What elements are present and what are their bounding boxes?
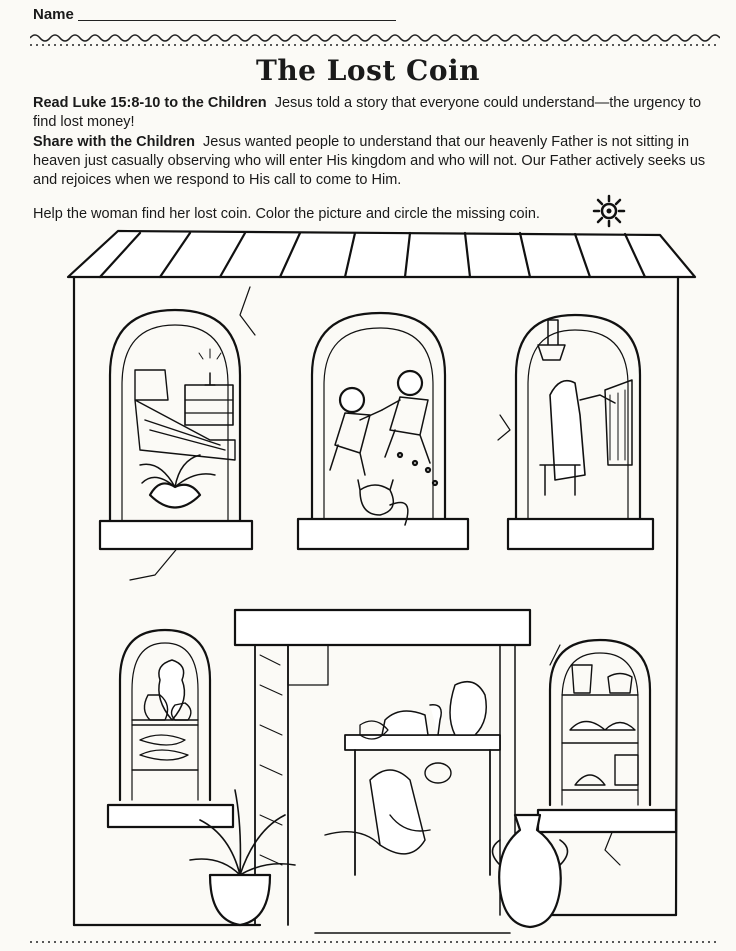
share-section — [33, 133, 713, 190]
name-line[interactable] — [78, 20, 396, 21]
doorway-kitchen — [235, 610, 530, 937]
share-label: Share with the Children — [33, 134, 195, 150]
niche-bread — [538, 640, 676, 832]
bottom-dotted-border — [30, 938, 720, 946]
read-text: Jesus told a story that everyone could understand—the urgency to find lost money! — [33, 95, 702, 130]
window-woman-lamp — [508, 315, 653, 549]
window-children — [298, 313, 468, 549]
instruction-text: Help the woman find her lost coin. Color the picture and circle the missing coin. — [33, 206, 540, 222]
read-label: Read Luke 15:8-10 to the Children — [33, 95, 267, 111]
share-text: Jesus wanted people to understand that our heavenly Father is not sitting in heaven just casually observing who will enter His kingdom and who will not. Our Father actively seeks us and rejoices when we respond to His call to come to Him. — [33, 134, 706, 188]
roof — [68, 231, 695, 277]
name-label: Name — [33, 6, 74, 23]
niche-pottery — [108, 630, 233, 827]
sun-icon — [592, 194, 626, 228]
floor-line — [74, 915, 676, 925]
top-scallop-border — [30, 30, 720, 48]
house-illustration[interactable] — [60, 225, 700, 937]
read-section — [33, 94, 713, 132]
window-bedroom — [100, 310, 252, 549]
page-title: The Lost Coin — [255, 54, 481, 87]
